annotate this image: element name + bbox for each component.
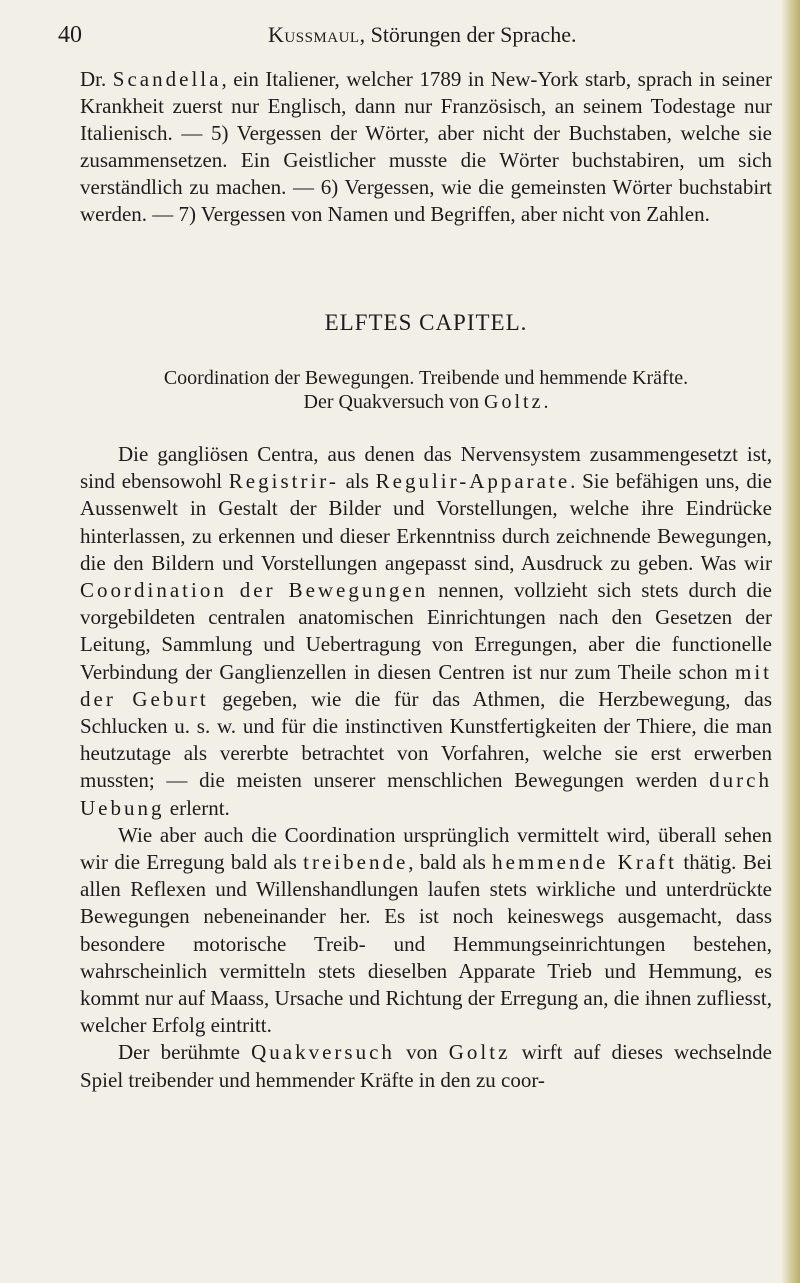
chapter-subtitle (80, 366, 772, 414)
subtitle-line-1: Coordination der Bewegungen. Treibende und hemmende Kräfte. (163, 367, 689, 389)
page-edge (782, 0, 800, 1283)
subtitle-line-2: Der Quakversuch von Goltz. (303, 391, 549, 413)
emphasis-name: Scandella (112, 67, 222, 91)
running-head-author: Kussmaul (268, 22, 360, 47)
top-paragraph: Dr. Scandella, ein Italiener, welcher 1789 in New-York starb, sprach in seiner Krankheit zuerst nur Englisch, dann nur Französisch, an seinem Todestage nur Italienisch. — 5) Vergessen der Wörter, aber nicht der Buchstaben, welche sie zusammensetzen. Ein Geistlicher musste die Wörter buchstabiren, um sich verständlich zu machen. — 6) Vergessen, wie die gemeinsten Wörter buchstabirt werden. — 7) Vergessen von Namen und Begriffen, aber nicht von Zahlen. (80, 67, 772, 226)
running-head-title: Störungen der Sprache. (370, 22, 577, 47)
running-head: Kussmaul, Störungen der Sprache. (268, 22, 577, 47)
page-header (58, 22, 760, 56)
paragraph-3: Der berühmte Quakversuch von Goltz wirft auf dieses wechselnde Spiel treibender und hemmender Kräfte in den zu coor- (80, 1040, 772, 1092)
paragraph-2: Wie aber auch die Coordination ursprünglich vermittelt wird, überall sehen wir die Erregung bald als treibende, bald als hemmende Kraft thätig. Bei allen Reflexen und Willenshandlungen laufen stets wirkliche und unterdrückte Bewegungen nebeneinander her. Es ist noch keineswegs ausgemacht, dass besondere motorische Treib- und Hemmungseinrichtungen bestehen, wahrscheinlich vermitteln stets dieselben Apparate Trieb und Hemmung, es kommt nur auf Maass, Ursache und Richtung der Erregung an, die ihnen zufliesst, welcher Erfolg eintritt. (80, 822, 772, 1038)
paragraph-1: Die gangliösen Centra, aus denen das Nervensystem zusammengesetzt ist, sind ebensowohl Registrir- als Regulir-Apparate. Sie befähigen uns, die Aussenwelt in Gestalt der Bilder und Vorstellungen, welche ihre Eindrücke hinterlassen, zu erkennen und dieser Erkenntniss durch zeichnende Bewegungen, die den Bildern und Vorstellungen angepasst sind, Ausdruck zu geben. Was wir Coordination der Bewegungen nennen, vollzieht sich stets durch die vorgebildeten centralen anatomischen Einrichtungen nach den Gesetzen der Leitung, Sammlung und Uebertragung von Erregungen, aber die functionelle Verbindung der Ganglienzellen in diesen Centren ist nur zum Theile schon mit der Geburt gegeben, wie die für das Athmen, die Herzbewegung, das Schlucken u. s. w. und für die instinctiven Kunstfertigkeiten der Thiere, die man heutzutage als vererbte betrachtet von Vorfahren, welche sie erst erwerben mussten; — die meisten unserer menschlichen Bewegungen werden durch Uebung erlernt. (80, 442, 773, 820)
page-number: 40 (58, 22, 82, 48)
chapter-title: ELFTES CAPITEL. (324, 310, 528, 335)
chapter-body (80, 441, 772, 1094)
